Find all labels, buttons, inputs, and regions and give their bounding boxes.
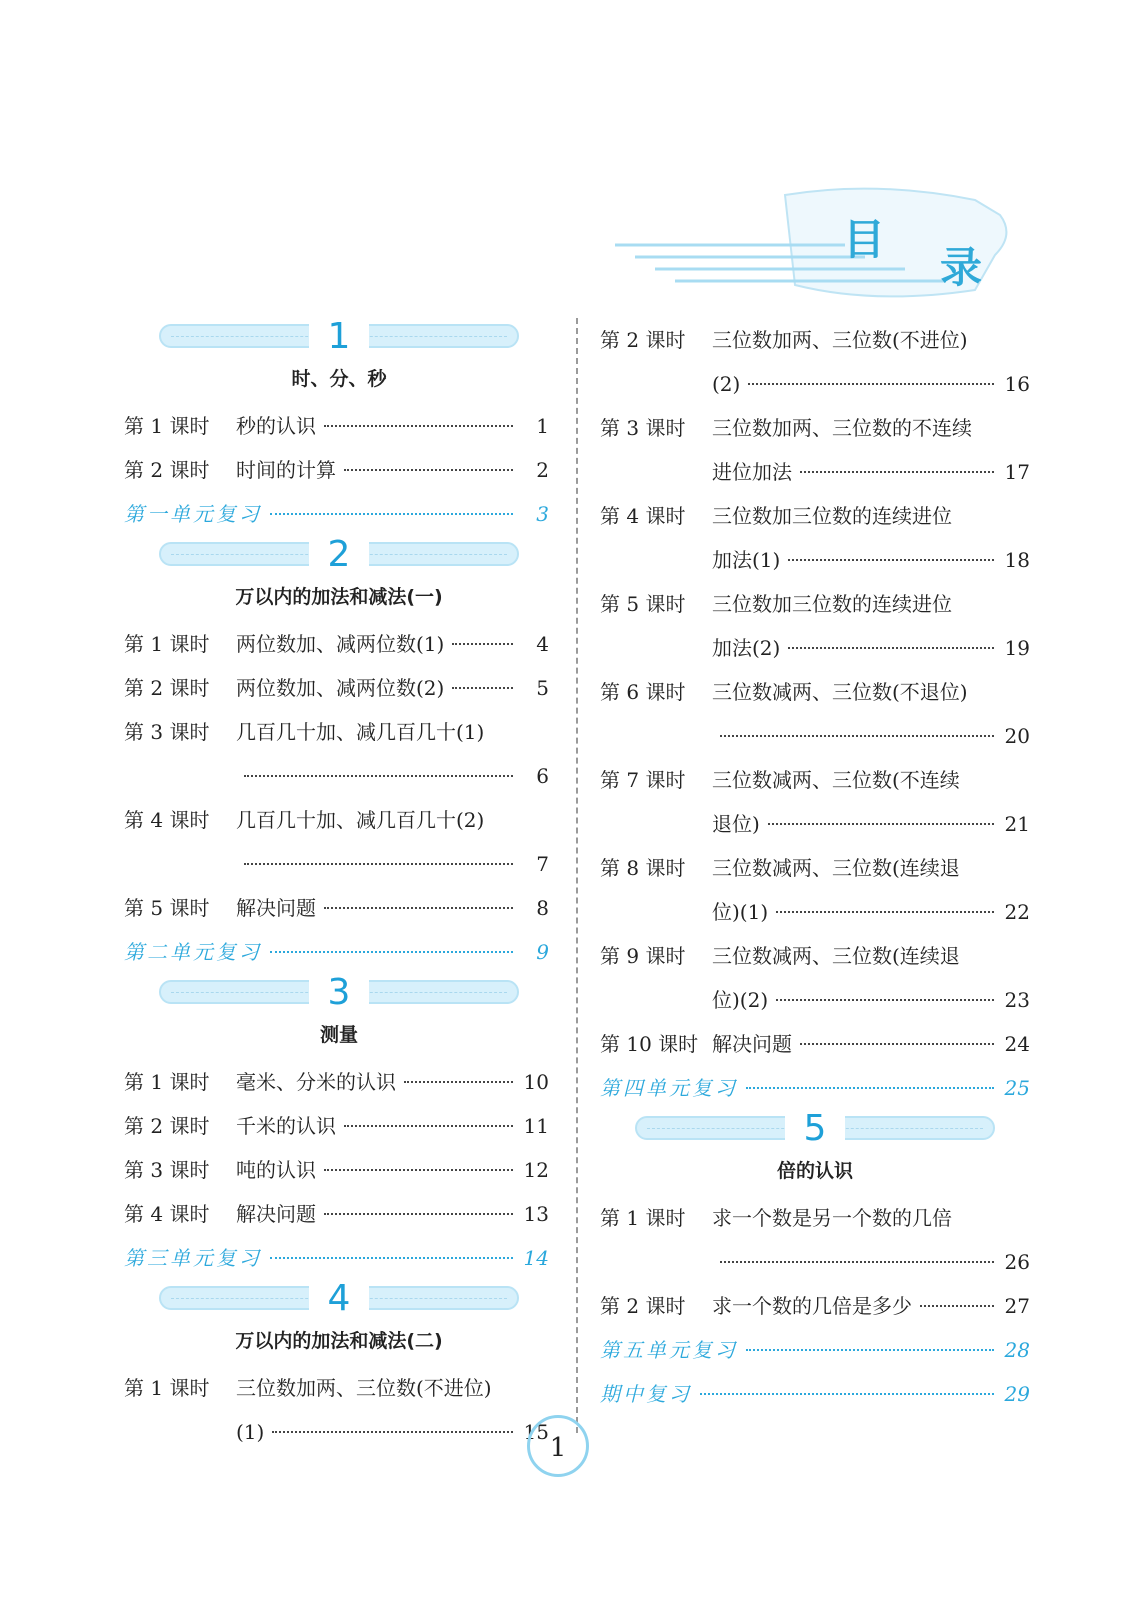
entry-body <box>124 1236 549 1280</box>
dot-leader <box>244 863 513 865</box>
entry-line <box>600 1328 1030 1372</box>
entry-line <box>236 1410 549 1454</box>
dot-leader <box>776 999 994 1001</box>
entry-body <box>600 1372 1030 1416</box>
entry-page: 3 <box>536 502 549 526</box>
toc-entry[interactable] <box>124 1104 549 1148</box>
lesson-number: 第 3 课时 <box>124 720 210 744</box>
lesson-number: 第 3 课时 <box>124 1158 210 1182</box>
entry-title: 解决问题 <box>236 1202 316 1226</box>
review-entry[interactable] <box>600 1066 1030 1110</box>
entry-body <box>712 318 1030 406</box>
entry-title: 三位数加三位数的连续进位 <box>712 504 952 528</box>
review-entry[interactable] <box>600 1372 1030 1416</box>
unit-title: 时、分、秒 <box>291 368 387 390</box>
entry-line <box>236 710 549 754</box>
entry-title: 位)(2) <box>712 988 769 1012</box>
entry-line <box>712 670 1030 714</box>
review-entry[interactable] <box>124 930 549 974</box>
entry-line <box>236 1192 549 1236</box>
entry-page: 9 <box>536 940 549 964</box>
entry-title: 三位数减两、三位数(不退位) <box>712 680 968 704</box>
entry-line <box>236 886 549 930</box>
lesson-number: 第 2 课时 <box>600 328 686 352</box>
lesson-number: 第 1 课时 <box>124 1376 210 1400</box>
toc-right-column <box>600 318 1030 1416</box>
unit-number: 3 <box>309 974 369 1012</box>
entry-line <box>236 404 549 448</box>
dot-leader <box>788 559 994 561</box>
entry-line <box>124 930 549 974</box>
entry-title: 三位数加两、三位数(不进位) <box>712 328 968 352</box>
entry-body <box>236 1366 549 1454</box>
entry-line <box>236 1148 549 1192</box>
dot-leader <box>324 425 513 427</box>
entry-page: 17 <box>1004 460 1030 484</box>
lesson-number: 第 9 课时 <box>600 944 686 968</box>
dot-leader <box>452 687 513 689</box>
entry-line <box>712 846 1030 890</box>
entry-page: 26 <box>1004 1250 1030 1274</box>
review-entry[interactable] <box>600 1328 1030 1372</box>
lesson-number: 第 2 课时 <box>600 1294 686 1318</box>
dot-leader <box>700 1393 994 1395</box>
entry-page: 5 <box>536 676 549 700</box>
entry-page: 24 <box>1004 1032 1030 1056</box>
entry-page: 1 <box>536 414 549 438</box>
unit-number: 2 <box>309 536 369 574</box>
dot-leader <box>244 775 513 777</box>
entry-title: 解决问题 <box>236 896 316 920</box>
toc-entry[interactable] <box>124 622 549 666</box>
entry-title: 三位数减两、三位数(连续退 <box>712 856 960 880</box>
entry-line <box>124 1236 549 1280</box>
entry-page: 8 <box>536 896 549 920</box>
entry-page: 11 <box>523 1114 549 1138</box>
entry-body <box>712 670 1030 758</box>
entry-body <box>236 798 549 886</box>
dot-leader <box>800 1043 994 1045</box>
entry-body <box>712 846 1030 934</box>
entry-line <box>236 798 549 842</box>
entry-title: 时间的计算 <box>236 458 336 482</box>
entry-body <box>236 1104 549 1148</box>
entry-page: 10 <box>523 1070 549 1094</box>
lesson-number: 第 1 课时 <box>124 414 210 438</box>
column-divider <box>576 318 578 1433</box>
entry-body <box>236 1060 549 1104</box>
entry-line <box>124 492 549 536</box>
dot-leader <box>788 647 994 649</box>
entry-body <box>124 930 549 974</box>
toc-entry[interactable] <box>124 710 549 798</box>
toc-entry[interactable] <box>600 846 1030 934</box>
entry-line <box>236 666 549 710</box>
toc-entry[interactable] <box>600 1196 1030 1284</box>
entry-body <box>236 404 549 448</box>
entry-page: 29 <box>1004 1382 1030 1406</box>
toc-entry[interactable] <box>600 670 1030 758</box>
title-char-2: 录 <box>940 243 983 292</box>
lesson-number: 第 1 课时 <box>124 632 210 656</box>
dot-leader <box>720 1261 994 1263</box>
entry-line <box>236 622 549 666</box>
entry-title: 进位加法 <box>712 460 792 484</box>
entry-body <box>236 666 549 710</box>
entry-line <box>712 890 1030 934</box>
entry-title: 三位数减两、三位数(连续退 <box>712 944 960 968</box>
review-title: 第一单元复习 <box>124 502 262 526</box>
entry-body <box>712 758 1030 846</box>
lesson-number: 第 4 课时 <box>124 1202 210 1226</box>
entry-title: 毫米、分米的认识 <box>236 1070 396 1094</box>
entry-page: 2 <box>536 458 549 482</box>
entry-line <box>712 362 1030 406</box>
entry-line <box>600 1066 1030 1110</box>
entry-title: (2) <box>712 372 741 396</box>
entry-body <box>712 1196 1030 1284</box>
entry-body <box>600 1328 1030 1372</box>
entry-line <box>712 934 1030 978</box>
entry-body <box>712 934 1030 1022</box>
toc-entry[interactable] <box>124 448 549 492</box>
entry-line <box>236 754 549 798</box>
entry-line <box>712 582 1030 626</box>
toc-title-banner <box>615 185 1030 305</box>
lesson-number: 第 3 课时 <box>600 416 686 440</box>
entry-line <box>236 842 549 886</box>
entry-body <box>600 1066 1030 1110</box>
lesson-number: 第 2 课时 <box>124 458 210 482</box>
entry-line <box>600 1372 1030 1416</box>
dot-leader <box>776 911 994 913</box>
toc-entry[interactable] <box>600 1022 1030 1066</box>
entry-body <box>236 710 549 798</box>
entry-line <box>712 494 1030 538</box>
review-entry[interactable] <box>124 492 549 536</box>
entry-title: (1) <box>236 1420 265 1444</box>
entry-line <box>712 318 1030 362</box>
entry-page: 13 <box>523 1202 549 1226</box>
dot-leader <box>324 1169 513 1171</box>
unit-title: 测量 <box>319 1024 358 1046</box>
entry-line <box>236 1060 549 1104</box>
lesson-number: 第 8 课时 <box>600 856 686 880</box>
toc-entry[interactable] <box>124 404 549 448</box>
entry-title: 三位数减两、三位数(不连续 <box>712 768 960 792</box>
entry-line <box>712 1240 1030 1284</box>
dot-leader <box>920 1305 994 1307</box>
entry-body <box>236 886 549 930</box>
unit-number-banner <box>159 974 519 1012</box>
toc-entry[interactable] <box>124 798 549 886</box>
entry-page: 25 <box>1004 1076 1030 1100</box>
dot-leader <box>344 469 513 471</box>
entry-title: 几百几十加、减几百几十(2) <box>236 808 485 832</box>
entry-title: 解决问题 <box>712 1032 792 1056</box>
entry-title: 吨的认识 <box>236 1158 316 1182</box>
entry-page: 21 <box>1004 812 1030 836</box>
lesson-number: 第 1 课时 <box>124 1070 210 1094</box>
entry-line <box>236 1366 549 1410</box>
dot-leader <box>344 1125 513 1127</box>
entry-page: 7 <box>536 852 549 876</box>
entry-title: 求一个数的几倍是多少 <box>712 1294 912 1318</box>
entry-line <box>236 1104 549 1148</box>
dot-leader <box>324 907 513 909</box>
review-title: 第五单元复习 <box>600 1338 738 1362</box>
entry-line <box>712 978 1030 1022</box>
entry-line <box>712 714 1030 758</box>
entry-body <box>236 448 549 492</box>
entry-line <box>712 538 1030 582</box>
review-title: 期中复习 <box>600 1382 692 1406</box>
entry-title: 三位数加三位数的连续进位 <box>712 592 952 616</box>
lesson-number: 第 4 课时 <box>600 504 686 528</box>
dot-leader <box>270 951 513 953</box>
lesson-number: 第 5 课时 <box>124 896 210 920</box>
unit-number: 5 <box>785 1110 845 1148</box>
toc-entry[interactable] <box>124 1192 549 1236</box>
lesson-number: 第 1 课时 <box>600 1206 686 1230</box>
entry-line <box>712 1022 1030 1066</box>
entry-title: 两位数加、减两位数(1) <box>236 632 445 656</box>
dot-leader <box>768 823 994 825</box>
toc-entry[interactable] <box>600 934 1030 1022</box>
lesson-number: 第 7 课时 <box>600 768 686 792</box>
dot-leader <box>800 471 994 473</box>
toc-entry[interactable] <box>124 1060 549 1104</box>
toc-entry[interactable] <box>600 582 1030 670</box>
entry-body <box>236 1192 549 1236</box>
dot-leader <box>720 735 994 737</box>
lesson-number: 第 6 课时 <box>600 680 686 704</box>
entry-title: 加法(1) <box>712 548 781 572</box>
unit-number-banner <box>159 1280 519 1318</box>
review-entry[interactable] <box>124 1236 549 1280</box>
entry-title: 千米的认识 <box>236 1114 336 1138</box>
lesson-number: 第 2 课时 <box>124 1114 210 1138</box>
toc-entry[interactable] <box>124 666 549 710</box>
entry-title: 加法(2) <box>712 636 781 660</box>
entry-title: 三位数加两、三位数(不进位) <box>236 1376 492 1400</box>
unit-number-banner <box>159 318 519 356</box>
entry-title: 几百几十加、减几百几十(1) <box>236 720 485 744</box>
dot-leader <box>452 643 513 645</box>
toc-entry[interactable] <box>600 318 1030 406</box>
entry-page: 18 <box>1004 548 1030 572</box>
unit-title: 万以内的加法和减法(一) <box>235 586 443 608</box>
toc-entry[interactable] <box>600 758 1030 846</box>
toc-entry[interactable] <box>600 406 1030 494</box>
entry-page: 4 <box>536 632 549 656</box>
entry-page: 12 <box>523 1158 549 1182</box>
entry-page: 19 <box>1004 636 1030 660</box>
toc-entry[interactable] <box>600 494 1030 582</box>
lesson-number: 第 10 课时 <box>600 1032 699 1056</box>
entry-body <box>712 494 1030 582</box>
entry-body <box>712 1284 1030 1328</box>
entry-page: 6 <box>536 764 549 788</box>
entry-line <box>712 1196 1030 1240</box>
toc-entry[interactable] <box>124 886 549 930</box>
dot-leader <box>746 1349 994 1351</box>
dot-leader <box>272 1431 513 1433</box>
entry-page: 16 <box>1004 372 1030 396</box>
entry-title: 秒的认识 <box>236 414 316 438</box>
entry-body <box>712 582 1030 670</box>
entry-body <box>712 1022 1030 1066</box>
lesson-number: 第 5 课时 <box>600 592 686 616</box>
entry-page: 28 <box>1004 1338 1030 1362</box>
unit-number-banner <box>635 1110 995 1148</box>
unit-number: 4 <box>309 1280 369 1318</box>
lesson-number: 第 2 课时 <box>124 676 210 700</box>
unit-number-banner <box>159 536 519 574</box>
toc-left-column <box>124 318 549 1454</box>
review-title: 第四单元复习 <box>600 1076 738 1100</box>
review-title: 第三单元复习 <box>124 1246 262 1270</box>
entry-page: 23 <box>1004 988 1030 1012</box>
entry-line <box>712 626 1030 670</box>
lesson-number: 第 4 课时 <box>124 808 210 832</box>
entry-line <box>712 406 1030 450</box>
entry-body <box>712 406 1030 494</box>
dot-leader <box>404 1081 513 1083</box>
entry-page: 27 <box>1004 1294 1030 1318</box>
entry-body <box>236 622 549 666</box>
dot-leader <box>746 1087 994 1089</box>
entry-title: 三位数加两、三位数的不连续 <box>712 416 972 440</box>
unit-title: 倍的认识 <box>776 1160 853 1182</box>
entry-line <box>712 1284 1030 1328</box>
entry-page: 20 <box>1004 724 1030 748</box>
toc-entry[interactable] <box>600 1284 1030 1328</box>
dot-leader <box>270 1257 513 1259</box>
entry-line <box>236 448 549 492</box>
entry-line <box>712 758 1030 802</box>
page-number: 1 <box>527 1415 589 1477</box>
entry-body <box>124 492 549 536</box>
entry-page: 22 <box>1004 900 1030 924</box>
toc-entry[interactable] <box>124 1148 549 1192</box>
entry-title: 求一个数是另一个数的几倍 <box>712 1206 952 1230</box>
entry-page: 14 <box>523 1246 549 1270</box>
unit-title: 万以内的加法和减法(二) <box>235 1330 443 1352</box>
dot-leader <box>270 513 513 515</box>
entry-page: 15 <box>523 1420 549 1444</box>
entry-title: 两位数加、减两位数(2) <box>236 676 445 700</box>
entry-line <box>712 802 1030 846</box>
entry-title: 位)(1) <box>712 900 769 924</box>
toc-entry[interactable] <box>124 1366 549 1454</box>
entry-body <box>236 1148 549 1192</box>
title-char-1: 目 <box>843 215 886 264</box>
entry-line <box>712 450 1030 494</box>
review-title: 第二单元复习 <box>124 940 262 964</box>
unit-number: 1 <box>309 318 369 356</box>
entry-title: 退位) <box>712 812 760 836</box>
dot-leader <box>324 1213 513 1215</box>
dot-leader <box>748 383 994 385</box>
